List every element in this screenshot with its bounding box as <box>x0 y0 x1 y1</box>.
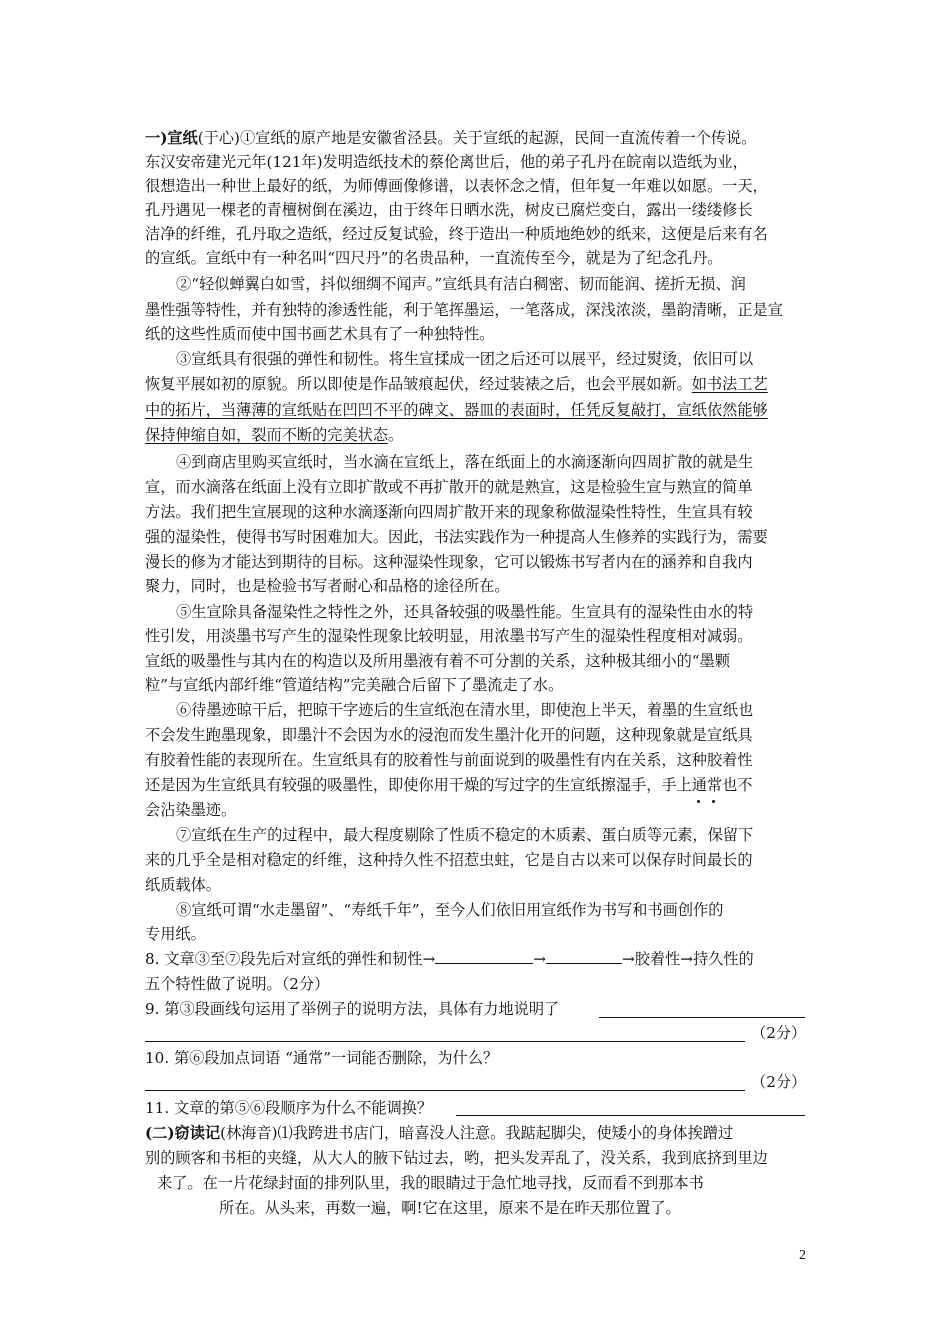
text-line: 聚力，同时，也是检验书写者耐心和品格的途径所在。 <box>145 577 510 595</box>
text-line: 粒”与宣纸内部纤维“管道结构”完美融合后留下了墨流走了水。 <box>145 676 564 694</box>
paragraph-6-start: ⑥待墨迹晾干后，把晾干字迹后的生宣纸泡在清水里，即使泡上半天，着墨的生宣纸也 <box>176 701 754 719</box>
section1-line-1: 一)宣纸(于心)①宣纸的原产地是安徽省泾县。关于宣纸的起源，民间一直流传着一个传说。 <box>145 129 757 147</box>
underlined-sentence: 中的拓片，当薄薄的宣纸贴在凹凹不平的碑文、器皿的表面时，任凭反复敲打，宣纸依然能够 <box>145 401 768 419</box>
text-line: 有胶着性能的表现所在。生宣纸具有的胶着性与前面说到的吸墨性有内在关系，这种胶着性 <box>145 751 753 769</box>
answer-line[interactable] <box>145 1041 745 1042</box>
text-line: 墨性强等特性，并有独特的渗透性能，利于笔挥墨运，一笔落成，深浅浓淡，墨韵清晰，正是宣 <box>145 301 783 319</box>
section1-heading: 一)宣纸 <box>145 129 198 147</box>
text-line: 漫长的修为才能达到期待的目标。这种湿染性现象，它可以锻炼书写者内在的涵养和自我内 <box>145 553 753 571</box>
text-line: 专用纸。 <box>145 925 206 943</box>
paragraph-3-start: ③宣纸具有很强的弹性和韧性。将生宣揉成一团之后还可以展平，经过熨烫，依旧可以 <box>176 350 754 368</box>
paragraph-4-start: ④到商店里购买宣纸时，当水滴在宣纸上，落在纸面上的水滴逐渐向四周扩散的就是生 <box>176 453 754 471</box>
question-11: 11. 文章的第⑤⑥段顺序为什么不能调换？ <box>145 1099 433 1117</box>
underlined-sentence: 保持伸缩自如，裂而不断的完美状态 <box>145 426 388 444</box>
text-line: 东汉安帝建光元年(121年)发明造纸技术的蔡伦离世后，他的弟子孔丹在皖南以造纸为业， <box>145 153 748 171</box>
text-line: 来了。在一片花绿封面的排列队里，我的眼睛过于急忙地寻找，反而看不到那本书 <box>157 1174 704 1192</box>
text-line: 宣纸的吸墨性与其内在的构造以及所用墨液有着不可分割的关系，这种极其细小的“墨颗 <box>145 652 730 670</box>
question-9: 9. 第③段画线句运用了举例子的说明方法，具体有力地说明了 <box>145 1000 560 1018</box>
paragraph-8-start: ⑧宣纸可谓“水走墨留”、“寿纸千年”，至今人们依旧用宣纸作为书写和书画创作的 <box>176 901 724 919</box>
text-line: 纸质载体。 <box>145 876 221 894</box>
paragraph-2-start: ②“轻似蝉翼白如雪，抖似细绸不闻声。”宣纸具有洁白稠密、韧而能润、搓折无损、润 <box>176 275 746 293</box>
page-number: 2 <box>799 1248 806 1263</box>
text-line: 不会发生跑墨现象，即墨汁不会因为水的浸泡而发生墨汁化开的问题，这种现象就是宣纸具 <box>145 726 753 744</box>
section2-line-1: (二)窃读记(林海音)⑴我跨进书店门，暗喜没人注意。我踮起脚尖，使矮小的身体挨蹭过 <box>145 1124 734 1142</box>
text-line: 恢复平展如初的原貌。所以即使是作品皱痕起伏，经过装裱之后，也会平展如新。如书法工艺 <box>145 375 768 393</box>
text-line: 所在。从头来，再数一遍，啊!它在这里，原来不是在昨天那位置了。 <box>219 1199 681 1217</box>
section2-author: (林海音) <box>220 1124 278 1142</box>
dotted-word-tongchang: 通常 <box>692 776 722 794</box>
question-8: 8. 文章③至⑦段先后对宣纸的弹性和韧性→ → →胶着性→持久性的 <box>145 947 754 971</box>
text-line: 别的顾客和书柜的夹缝，从大人的腋下钻过去，哟，把头发弄乱了，没关系，我到底挤到里边 <box>145 1149 768 1167</box>
text-line: 孔丹遇见一棵老的青檀树倒在溪边，由于终年日晒水洗，树皮已腐烂变白，露出一缕缕修长 <box>145 201 753 219</box>
question-10: 10. 第⑥段加点词语 “通常”一词能否删除，为什么？ <box>145 1049 499 1067</box>
text-line: 很想造出一种世上最好的纸，为师傅画像修谱，以表怀念之情，但年复一年难以如愿。一天， <box>145 177 768 195</box>
text-line: 宣，而水滴落在纸面上没有立即扩散或不再扩散开的就是熟宣，这是检验生宣与熟宣的简单 <box>145 478 753 496</box>
text-line: 还是因为生宣纸具有较强的吸墨性，即使你用干燥的写过字的生宣纸擦湿手，手上通常 也不 <box>145 773 753 797</box>
answer-blank[interactable] <box>546 947 622 964</box>
text-line: 方法。我们把生宣展现的这种水滴逐渐向四周扩散开来的现象称做湿染性特性，生宣具有较 <box>145 503 753 521</box>
paragraph-7-start: ⑦宣纸在生产的过程中，最大程度剔除了性质不稳定的木质素、蛋白质等元素，保留下 <box>176 826 754 844</box>
text-line: 保持伸缩自如，裂而不断的完美状态。 <box>145 426 404 444</box>
text-line: 的宣纸。宣纸中有一种名叫“四尺丹”的名贵品种，一直流传至今，就是为了纪念孔丹。 <box>145 249 723 267</box>
text-line: 纸的这些性质而使中国书画艺术具有了一种独特性。 <box>145 325 495 343</box>
section2-heading: (二)窃读记 <box>145 1124 221 1142</box>
text-line: 会沾染墨迹。 <box>145 801 237 819</box>
text-line: 来的几乎全是相对稳定的纤维，这种持久性不招惹虫蛀，它是自古以来可以保存时间最长的 <box>145 851 753 869</box>
answer-line[interactable] <box>456 1115 805 1116</box>
text-line: 洁净的纤维，孔丹取之造纸，经过反复试验，终于造出一种质地绝妙的纸来，这便是后来有名 <box>145 225 768 243</box>
underlined-sentence: 如书法工艺 <box>691 375 768 393</box>
emphasis-dot <box>712 800 715 803</box>
question-8-cont: 五个特性做了说明。（2分） <box>145 975 330 993</box>
question-9-score: （2分） <box>751 1024 807 1042</box>
paragraph-5-start: ⑤生宣除具备湿染性之特性之外，还具备较强的吸墨性能。生宣具有的湿染性由水的特 <box>176 603 754 621</box>
answer-blank[interactable] <box>435 947 533 964</box>
text-line: 强的湿染性，使得书写时困难加大。因此，书法实践作为一种提高人生修养的实践行为，需要 <box>145 528 768 546</box>
section1-author: (于心) <box>197 129 240 147</box>
answer-line[interactable] <box>145 1090 745 1091</box>
emphasis-dot <box>697 800 700 803</box>
question-10-score: （2分） <box>751 1073 807 1091</box>
answer-line[interactable] <box>599 1017 805 1018</box>
text-line: 性引发，用淡墨书写产生的湿染性现象比较明显，用浓墨书写产生的湿染性程度相对减弱。 <box>145 627 753 645</box>
